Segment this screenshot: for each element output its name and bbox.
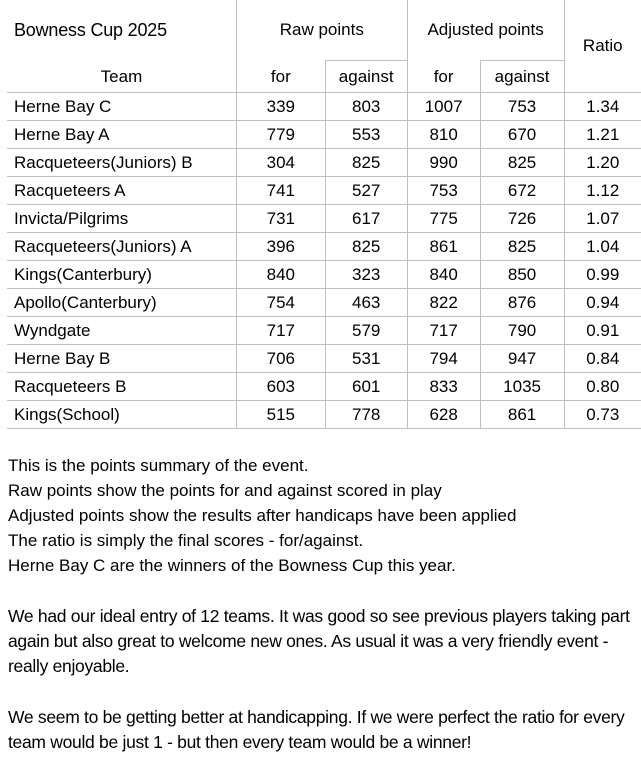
adjusted-against-header: against (480, 61, 564, 93)
adjusted-against-cell: 825 (480, 233, 564, 261)
raw-for-cell: 717 (236, 317, 325, 345)
adjusted-against-cell: 1035 (480, 373, 564, 401)
adjusted-for-cell: 810 (407, 121, 480, 149)
table-row (7, 345, 641, 373)
ratio-cell: 0.94 (564, 289, 641, 317)
table-row (7, 373, 641, 401)
adjusted-for-cell: 753 (407, 177, 480, 205)
team-name: Herne Bay C (7, 93, 236, 121)
team-name: Racqueteers A (7, 177, 236, 205)
ratio-header: Ratio (564, 0, 641, 93)
raw-for-cell: 304 (236, 149, 325, 177)
table-row (7, 261, 641, 289)
ratio-cell: 1.21 (564, 121, 641, 149)
adjusted-points-header: Adjusted points (407, 0, 564, 61)
note-line: The ratio is simply the final scores - for/against. (8, 531, 364, 550)
raw-for-cell: 603 (236, 373, 325, 401)
adjusted-against-cell: 861 (480, 401, 564, 429)
adjusted-for-cell: 717 (407, 317, 480, 345)
note-line: Herne Bay C are the winners of the Bowness Cup this year. (8, 556, 456, 575)
team-name: Kings(Canterbury) (7, 261, 236, 289)
table-row (7, 177, 641, 205)
table-row (7, 233, 641, 261)
table-row (7, 289, 641, 317)
ratio-cell: 0.73 (564, 401, 641, 429)
adjusted-against-cell: 726 (480, 205, 564, 233)
entry-paragraph: We had our ideal entry of 12 teams. It was good so see previous players taking part again but also great to welcome new ones. As usual it was a very friendly event - really enjoyable. (8, 606, 630, 676)
ratio-cell: 0.91 (564, 317, 641, 345)
results-body (7, 93, 641, 429)
ratio-cell: 0.99 (564, 261, 641, 289)
ratio-cell: 0.84 (564, 345, 641, 373)
team-header: Team (7, 61, 236, 93)
adjusted-against-cell: 850 (480, 261, 564, 289)
adjusted-for-cell: 628 (407, 401, 480, 429)
raw-against-cell: 579 (325, 317, 407, 345)
header-row-1 (7, 0, 641, 61)
raw-points-header: Raw points (236, 0, 407, 61)
table-row (7, 121, 641, 149)
team-name: Racqueteers B (7, 373, 236, 401)
raw-for-cell: 779 (236, 121, 325, 149)
raw-against-cell: 601 (325, 373, 407, 401)
adjusted-against-cell: 790 (480, 317, 564, 345)
team-name: Racqueteers(Juniors) A (7, 233, 236, 261)
results-table (7, 0, 641, 429)
ratio-cell: 1.07 (564, 205, 641, 233)
raw-against-cell: 825 (325, 233, 407, 261)
raw-for-cell: 515 (236, 401, 325, 429)
team-name: Herne Bay A (7, 121, 236, 149)
team-name: Apollo(Canterbury) (7, 289, 236, 317)
table-row (7, 317, 641, 345)
raw-for-cell: 339 (236, 93, 325, 121)
raw-for-cell: 396 (236, 233, 325, 261)
note-line: Raw points show the points for and against scored in play (8, 481, 442, 500)
raw-against-cell: 527 (325, 177, 407, 205)
raw-against-cell: 463 (325, 289, 407, 317)
header-row-2 (7, 61, 641, 93)
adjusted-against-cell: 825 (480, 149, 564, 177)
ratio-cell: 1.34 (564, 93, 641, 121)
team-name: Invicta/Pilgrims (7, 205, 236, 233)
ratio-cell: 1.20 (564, 149, 641, 177)
raw-for-cell: 754 (236, 289, 325, 317)
adjusted-for-cell: 861 (407, 233, 480, 261)
adjusted-for-cell: 775 (407, 205, 480, 233)
adjusted-for-cell: 794 (407, 345, 480, 373)
event-title: Bowness Cup 2025 (7, 0, 236, 61)
adjusted-for-cell: 990 (407, 149, 480, 177)
table-row (7, 401, 641, 429)
team-name: Racqueteers(Juniors) B (7, 149, 236, 177)
note-line: This is the points summary of the event. (8, 456, 309, 475)
raw-against-cell: 778 (325, 401, 407, 429)
adjusted-for-cell: 1007 (407, 93, 480, 121)
adjusted-against-cell: 672 (480, 177, 564, 205)
raw-for-cell: 741 (236, 177, 325, 205)
raw-against-header: against (325, 61, 407, 93)
raw-for-header: for (236, 61, 325, 93)
raw-against-cell: 617 (325, 205, 407, 233)
note-line: Adjusted points show the results after handicaps have been applied (8, 506, 517, 525)
adjusted-for-cell: 822 (407, 289, 480, 317)
notes (8, 453, 638, 578)
raw-for-cell: 706 (236, 345, 325, 373)
adjusted-for-header: for (407, 61, 480, 93)
ratio-cell: 1.12 (564, 177, 641, 205)
table-row (7, 93, 641, 121)
team-name: Wyndgate (7, 317, 236, 345)
raw-against-cell: 531 (325, 345, 407, 373)
adjusted-against-cell: 670 (480, 121, 564, 149)
adjusted-against-cell: 753 (480, 93, 564, 121)
adjusted-for-cell: 833 (407, 373, 480, 401)
raw-against-cell: 825 (325, 149, 407, 177)
table-row (7, 205, 641, 233)
table-row (7, 149, 641, 177)
raw-against-cell: 553 (325, 121, 407, 149)
handicap-paragraph: We seem to be getting better at handicapping. If we were perfect the ratio for every team would be just 1 - but then every team would be a winner! (8, 707, 625, 752)
raw-for-cell: 840 (236, 261, 325, 289)
ratio-cell: 1.04 (564, 233, 641, 261)
team-name: Herne Bay B (7, 345, 236, 373)
adjusted-for-cell: 840 (407, 261, 480, 289)
raw-for-cell: 731 (236, 205, 325, 233)
raw-against-cell: 323 (325, 261, 407, 289)
team-name: Kings(School) (7, 401, 236, 429)
adjusted-against-cell: 876 (480, 289, 564, 317)
raw-against-cell: 803 (325, 93, 407, 121)
ratio-cell: 0.80 (564, 373, 641, 401)
adjusted-against-cell: 947 (480, 345, 564, 373)
